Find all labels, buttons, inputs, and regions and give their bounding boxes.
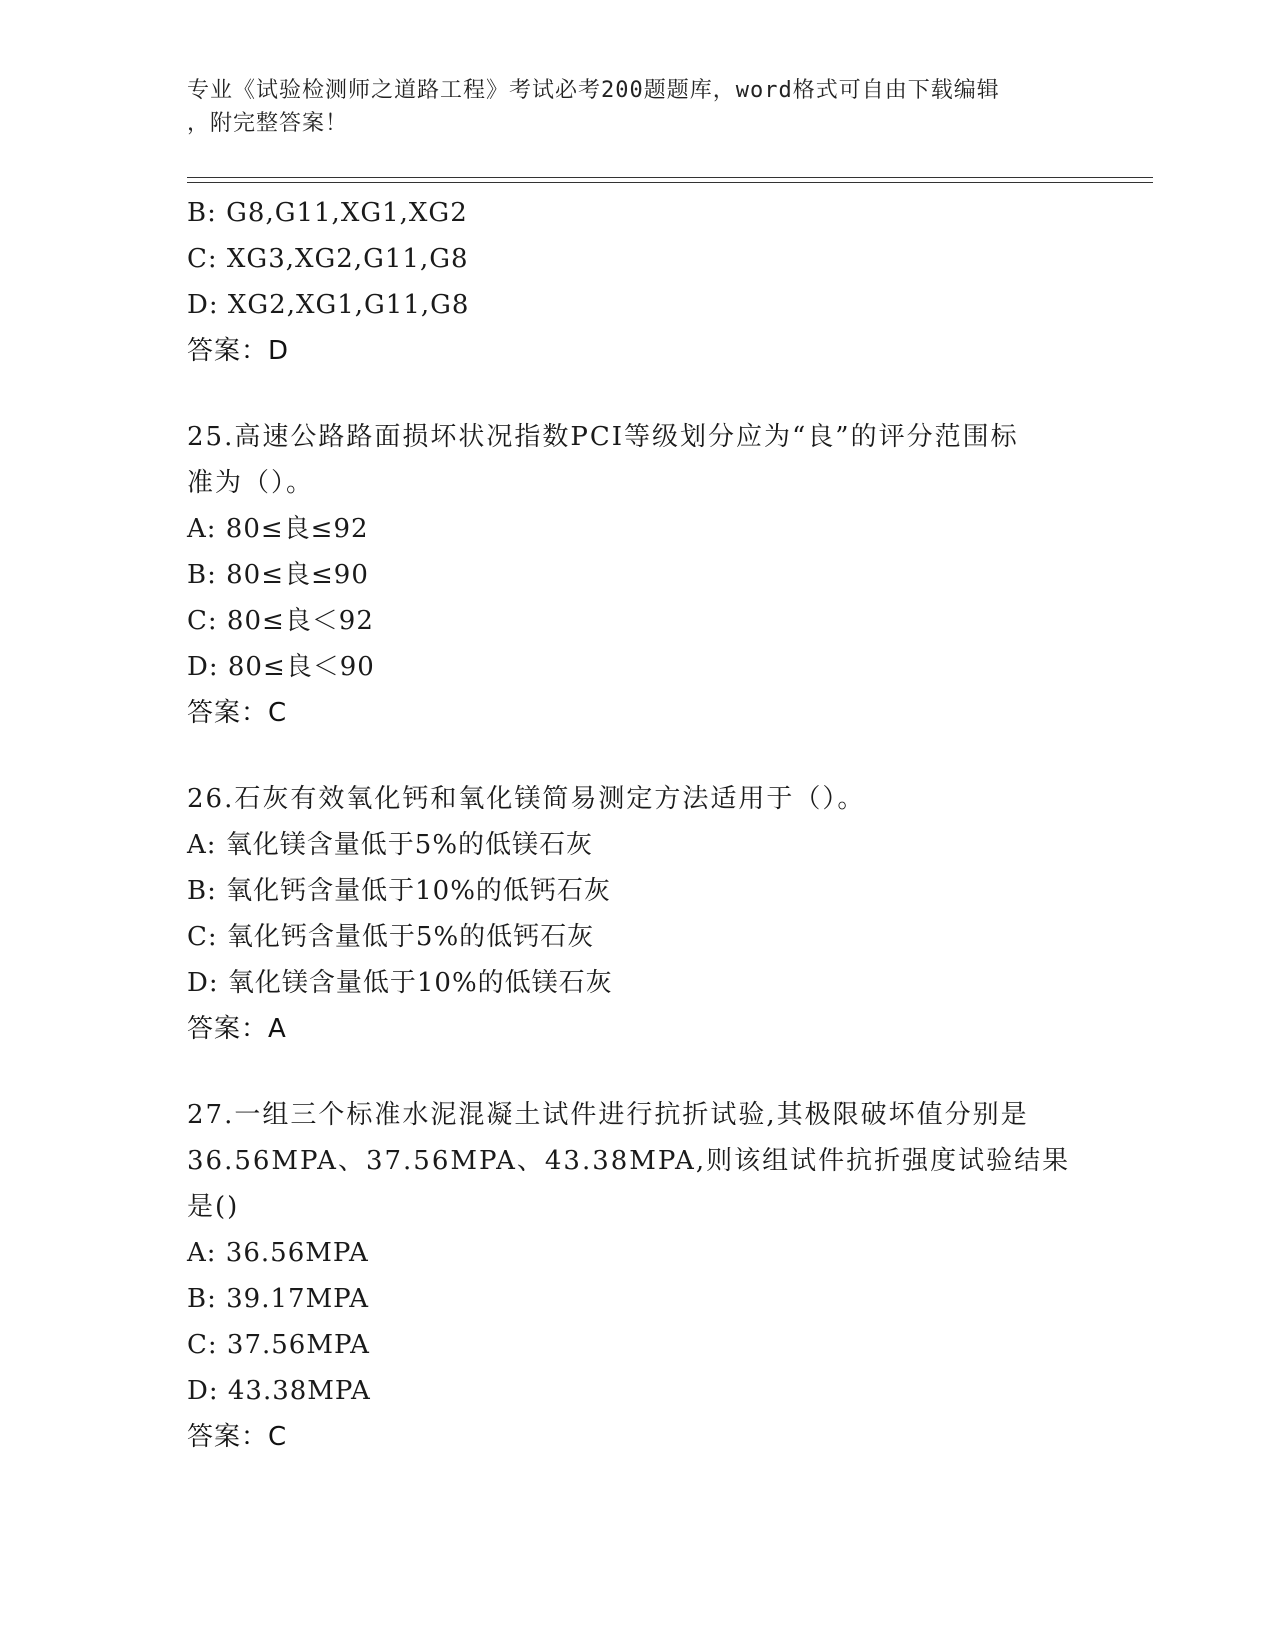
question-text-line-1: 25.高速公路路面损坏状况指数PCI等级划分应为“良”的评分范围标 xyxy=(187,422,1019,452)
question-26 xyxy=(187,776,1087,1052)
option-a: A: 80≤良≤92 xyxy=(187,514,369,544)
answer: 答案：A xyxy=(187,1014,287,1044)
option-c: C: 80≤良＜92 xyxy=(187,606,374,636)
option-b: B: 80≤良≤90 xyxy=(187,560,369,590)
header-divider-bottom xyxy=(187,182,1153,183)
option-d: D: 80≤良＜90 xyxy=(187,652,375,682)
question-text-line-2: 准为（）。 xyxy=(187,468,315,498)
question-text-line-1: 26.石灰有效氧化钙和氧化镁简易测定方法适用于（）。 xyxy=(187,784,866,814)
header-line-2: ，附完整答案！ xyxy=(187,111,349,136)
question-text xyxy=(187,776,1087,822)
question-text-line-1: 27.一组三个标准水泥混凝土试件进行抗折试验,其极限破坏值分别是 xyxy=(187,1100,1029,1130)
option-d: D: 43.38MPA xyxy=(187,1376,371,1406)
question-text xyxy=(187,414,1087,506)
answer: 答案：D xyxy=(187,336,290,366)
option-d: D: XG2,XG1,G11,G8 xyxy=(187,290,470,320)
option-c: C: 37.56MPA xyxy=(187,1330,370,1360)
option-a: A: 36.56MPA xyxy=(187,1238,369,1268)
question-text xyxy=(187,1092,1087,1230)
question-25 xyxy=(187,414,1087,736)
option-b: B: G8,G11,XG1,XG2 xyxy=(187,198,468,228)
header-line-1: 专业《试验检测师之道路工程》考试必考200题题库，word格式可自由下载编辑 xyxy=(187,78,1000,103)
header-divider-top xyxy=(187,177,1153,178)
document-body xyxy=(187,190,1087,1460)
page-header xyxy=(187,74,1067,140)
option-d: D: 氧化镁含量低于10%的低镁石灰 xyxy=(187,968,613,998)
option-c: C: XG3,XG2,G11,G8 xyxy=(187,244,469,274)
question-24-continued xyxy=(187,190,1087,374)
option-a: A: 氧化镁含量低于5%的低镁石灰 xyxy=(187,830,594,860)
option-c: C: 氧化钙含量低于5%的低钙石灰 xyxy=(187,922,595,952)
question-27 xyxy=(187,1092,1087,1460)
option-b: B: 氧化钙含量低于10%的低钙石灰 xyxy=(187,876,611,906)
answer: 答案：C xyxy=(187,1422,288,1452)
question-text-line-2: 36.56MPA、37.56MPA、43.38MPA,则该组试件抗折强度试验结果是() xyxy=(187,1146,1071,1222)
answer: 答案：C xyxy=(187,698,288,728)
option-b: B: 39.17MPA xyxy=(187,1284,370,1314)
